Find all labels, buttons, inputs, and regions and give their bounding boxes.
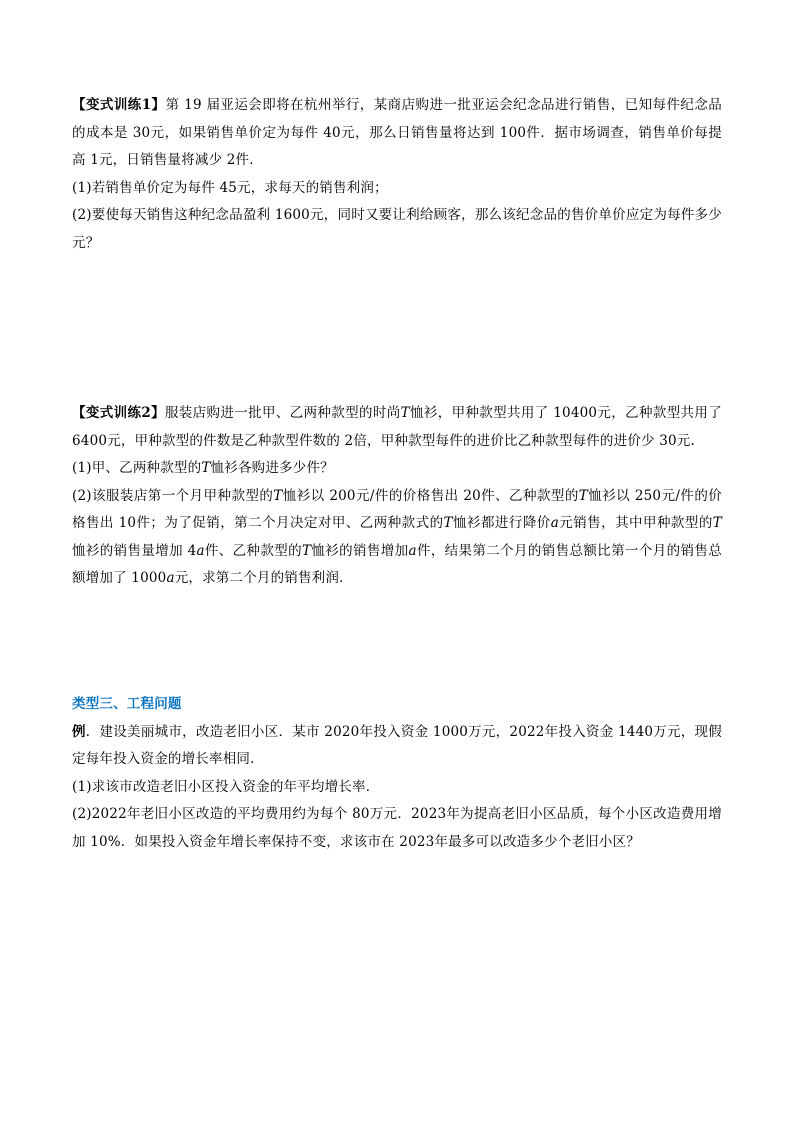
variable-t: T [578, 487, 589, 504]
section-heading: 类型三、工程问题 [72, 696, 182, 712]
variable-t: T [201, 460, 211, 476]
example-question-2: (2)2022年老旧小区改造的平均费用约为每个 80万元．2023年为提高老旧小区品质，每个小区改造费用增加 10%．如果投入资金年增长率保持不变，求该市在 2023年最多可以改造多少个老旧小区？ [72, 806, 722, 850]
q2-text-2: 恤衫以 200元/件的价格售出 20件、乙种款型的 [282, 487, 579, 504]
example-text: ．建设美丽城市，改造老旧小区．某市 2020年投入资金 1000万元，2022年投入资金 1440万元，现假定每年投入资金的增长率相同． [72, 723, 722, 767]
variable-a: a [408, 542, 417, 559]
q1-text-2: 恤衫各购进多少件？ [210, 460, 334, 476]
exercise-2-intro-text-1: 服装店购进一批甲、乙两种款型的时尚 [164, 405, 401, 421]
example-intro [72, 719, 722, 774]
exercise-2 [72, 400, 722, 593]
exercise-1-question-1: (1)若销售单价定为每件 45元，求每天的销售利润； [72, 179, 388, 196]
exercise-2-label: 【变式训练2】 [72, 405, 165, 421]
variable-a: a [550, 515, 559, 531]
example-label: 例 [72, 723, 86, 740]
variable-t: T [712, 515, 722, 531]
exercise-2-question-1 [72, 455, 722, 483]
variable-a: a [196, 542, 205, 559]
variable-t: T [302, 542, 312, 559]
q2-text-1: (2)该服装店第一个月甲种款型的 [72, 487, 274, 504]
q2-text-3: 恤衫以 250元/件的价格售出 10件；为了促销，第二个月决定对甲、乙两种款式的 [72, 487, 722, 531]
exercise-1-intro-text: 第 19 届亚运会即将在杭州举行，某商店购进一批亚运会纪念品进行销售，已知每件纪念品的成本是 30元，如果销售单价定为每件 40元，那么日销售量将达到 100件．据市场调查，销售单价每提高 1元，日销售量将减少 2件． [72, 97, 722, 168]
section-engineering-problems [72, 691, 722, 856]
q2-text-4: 恤衫都进行降价 [452, 515, 551, 531]
exercise-1-question-2: (2)要使每天销售这种纪念品盈利 1600元，同时又要让利给顾客，那么该纪念品的售价单价应定为每件多少元？ [72, 207, 722, 251]
q1-text-1: (1)甲、乙两种款型的 [72, 460, 202, 476]
exercise-1-intro [72, 92, 722, 175]
exercise-2-intro [72, 400, 722, 455]
variable-t: T [443, 515, 453, 531]
example-question-1: (1)求该市改造老旧小区投入资金的年平均增长率． [72, 778, 380, 795]
variable-t: T [273, 487, 283, 504]
variable-t: T [400, 405, 410, 421]
q2-text-7: 件、乙种款型的 [204, 542, 302, 559]
q2-text-5: 元销售，其中甲种款型的 [558, 515, 713, 531]
q2-text-10: 元，求第二个月的销售利润． [174, 570, 353, 586]
exercise-1 [72, 92, 722, 257]
q2-text-9: 件，结果第二个月的销售总额比第一个月的销售总额增加了 1000 [72, 542, 722, 586]
exercise-2-intro-text-2: 恤衫，甲种款型共用了 10400元，乙种款型共用了 6400元，甲种款型的件数是乙种款型件数的 2倍，甲种款型每件的进价比乙种款型每件的进价少 30元. [72, 405, 722, 449]
variable-a: a [166, 570, 175, 586]
q2-text-6: 恤衫的销售量增加 4 [72, 542, 197, 559]
exercise-2-question-2 [72, 483, 722, 593]
exercise-1-label: 【变式训练1】 [72, 97, 166, 113]
q2-text-8: 恤衫的销售增加 [311, 542, 409, 559]
